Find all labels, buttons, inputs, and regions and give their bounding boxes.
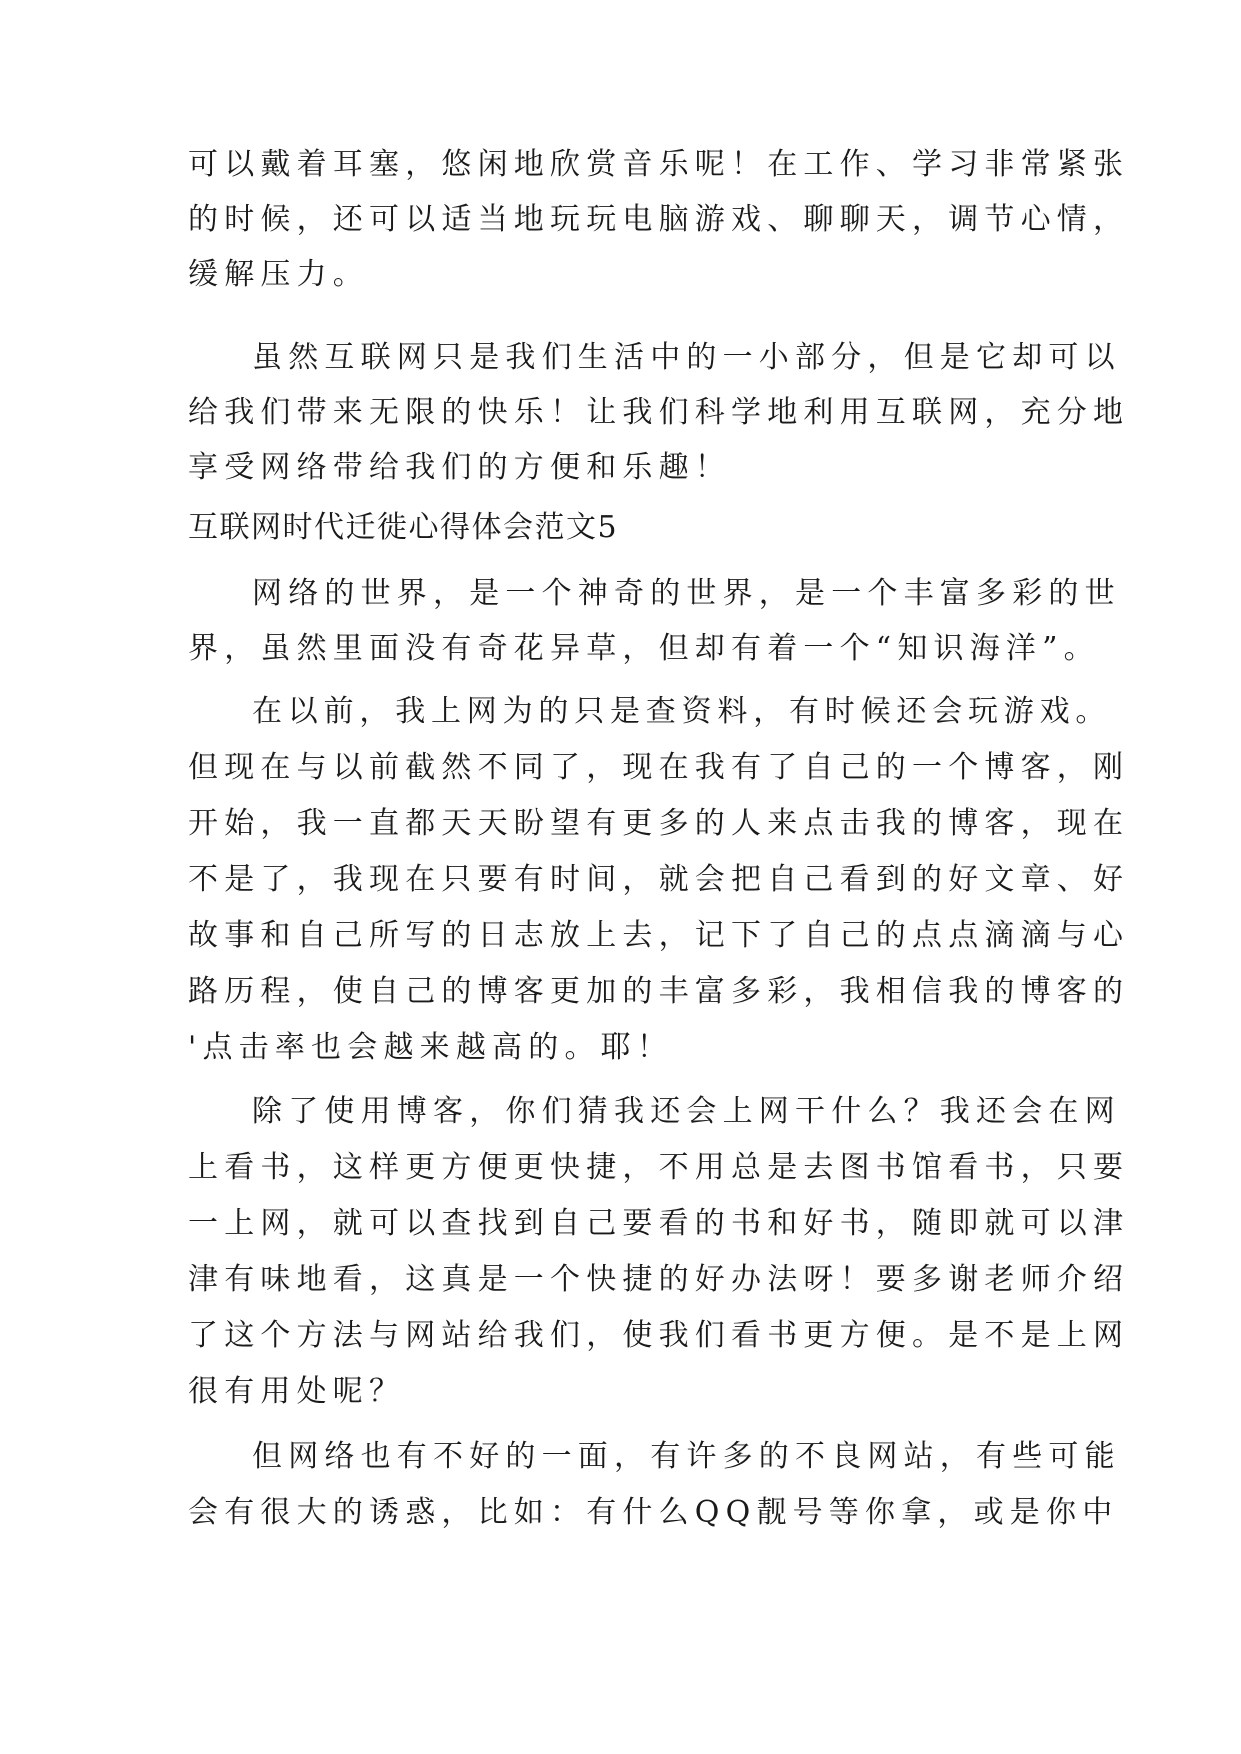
text-line: 但现在与以前截然不同了，现在我有了自己的一个博客，刚 (188, 750, 1130, 785)
text-line: 除了使用博客，你们猜我还会上网干什么？我还会在网 (252, 1094, 1121, 1129)
text-line: 缓解压力。 (188, 257, 369, 292)
text-line: 不是了，我现在只要有时间，就会把自己看到的好文章、好 (188, 862, 1130, 897)
text-line: 故事和自己所写的日志放上去，记下了自己的点点滴滴与心 (188, 918, 1130, 953)
text-line: 可以戴着耳塞，悠闲地欣赏音乐呢！在工作、学习非常紧张 (188, 147, 1130, 182)
text-line: 虽然互联网只是我们生活中的一小部分，但是它却可以 (252, 340, 1121, 375)
text-line: 在以前，我上网为的只是查资料，有时候还会玩游戏。 (252, 694, 1112, 729)
text-line: 会有很大的诱惑，比如：有什么QQ靓号等你拿，或是你中 (188, 1495, 1119, 1530)
text-line: 享受网络带给我们的方便和乐趣！ (188, 450, 731, 485)
text-line: 一上网，就可以查找到自己要看的书和好书，随即就可以津 (188, 1206, 1130, 1241)
text-line: 路历程，使自己的博客更加的丰富多彩，我相信我的博客的 (188, 974, 1130, 1009)
section-heading: 互联网时代迁徙心得体会范文5 (188, 510, 619, 545)
text-line: 网络的世界，是一个神奇的世界，是一个丰富多彩的世 (252, 576, 1121, 611)
text-line: 了这个方法与网站给我们，使我们看书更方便。是不是上网 (188, 1318, 1130, 1353)
text-line: '点击率也会越来越高的。耶！ (188, 1030, 674, 1065)
text-line: 上看书，这样更方便更快捷，不用总是去图书馆看书，只要 (188, 1150, 1130, 1185)
text-line: 开始，我一直都天天盼望有更多的人来点击我的博客，现在 (188, 806, 1130, 841)
text-line: 的时候，还可以适当地玩玩电脑游戏、聊聊天，调节心情， (188, 202, 1130, 237)
text-line: 给我们带来无限的快乐！让我们科学地利用互联网，充分地 (188, 395, 1130, 430)
text-line: 界，虽然里面没有奇花异草，但却有着一个“知识海洋”。 (188, 631, 1100, 666)
text-line: 津有味地看，这真是一个快捷的好办法呀！要多谢老师介绍 (188, 1262, 1130, 1297)
text-line: 但网络也有不好的一面，有许多的不良网站，有些可能 (252, 1439, 1121, 1474)
text-line: 很有用处呢？ (188, 1374, 406, 1409)
